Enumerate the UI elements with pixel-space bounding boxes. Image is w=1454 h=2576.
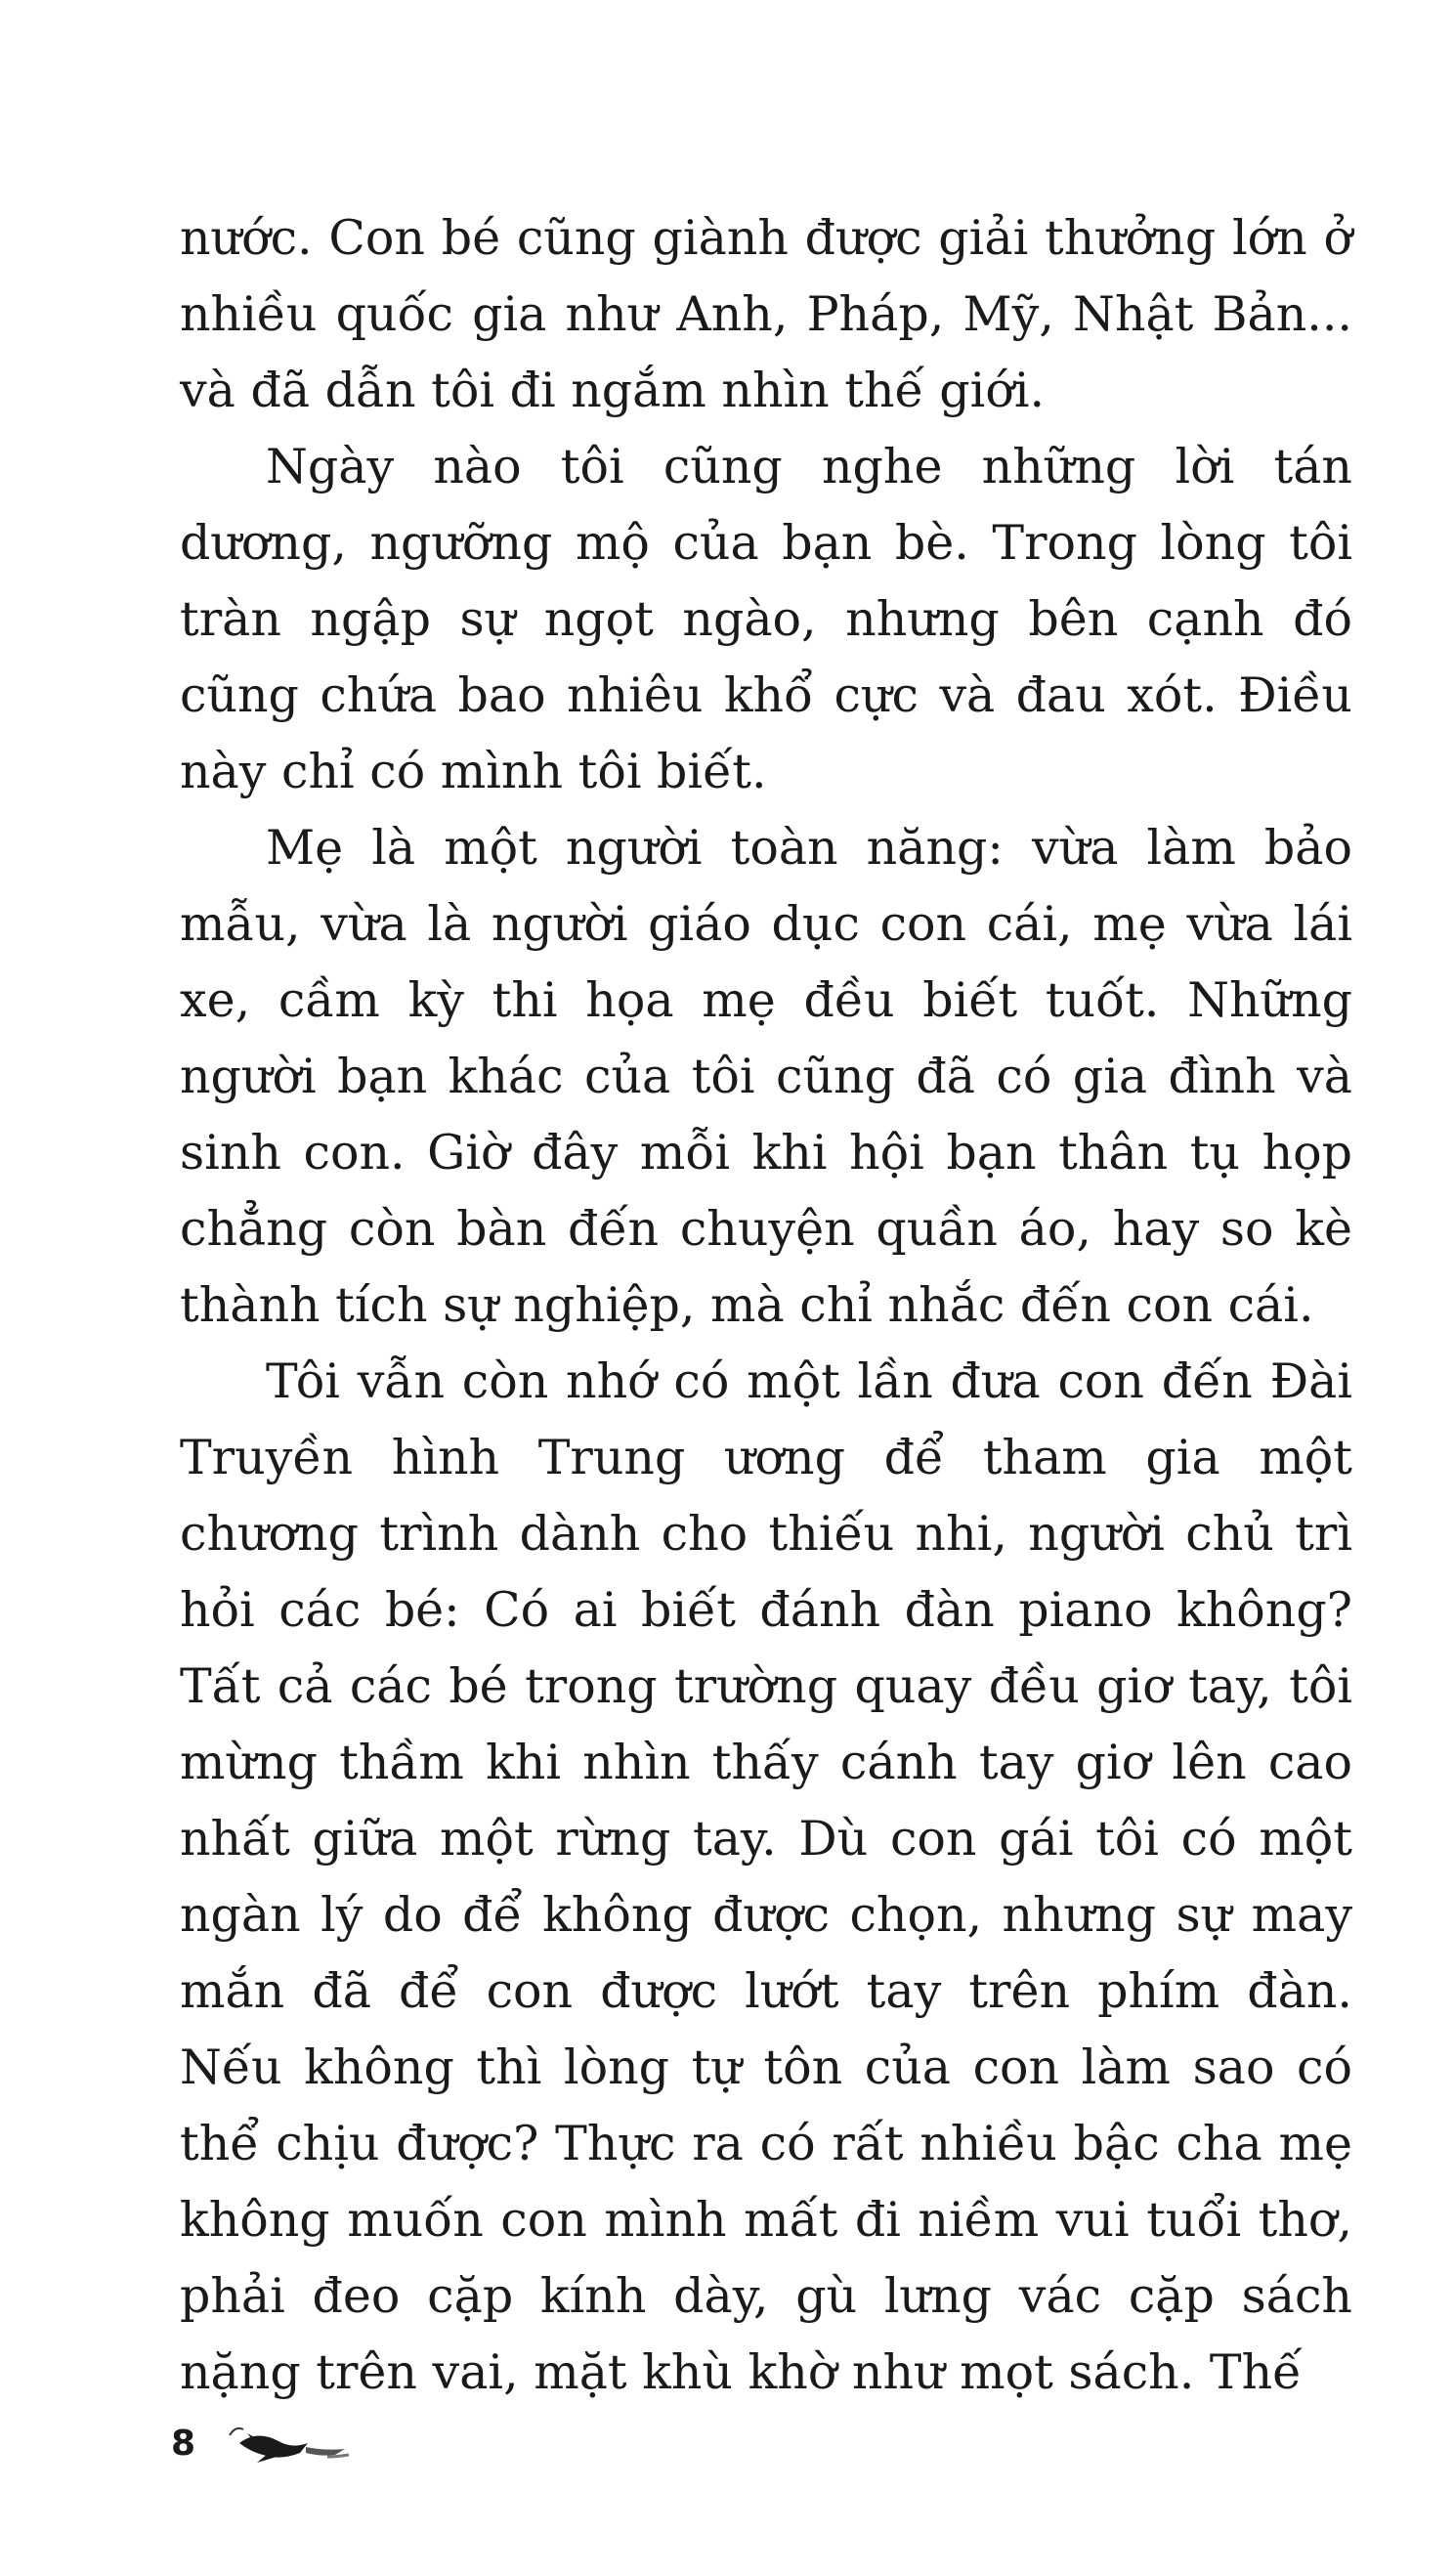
page-footer (171, 2414, 562, 2482)
paragraph: Tôi vẫn còn nhớ có một lần đưa con đến Đài Truyền hình Trung ương để tham gia một chương trình dành cho thiếu nhi, người chủ trì hỏi các bé: Có ai biết đánh đàn piano không? Tất cả các bé trong trường quay đều giơ tay, tôi mừng thầm khi nhìn thấy cánh tay giơ lên cao nhất giữa một rừng tay. Dù con gái tôi có một ngàn lý do để không được chọn, nhưng sự may mắn đã để con được lướt tay trên phím đàn. Nếu không thì lòng tự tôn của con làm sao có thể chịu được? Thực ra có rất nhiều bậc cha mẹ không muốn con mình mất đi niềm vui tuổi thơ, phải đeo cặp kính dày, gù lưng vác cặp sách nặng trên vai, mặt khù khờ như mọt sách. Thế (180, 1353, 1352, 2400)
page-number: 8 (171, 2424, 196, 2464)
body-text (180, 200, 1352, 2411)
paragraph: Mẹ là một người toàn năng: vừa làm bảo mẫu, vừa là người giáo dục con cái, mẹ vừa lái xe, cầm kỳ thi họa mẹ đều biết tuốt. Những người bạn khác của tôi cũng đã có gia đình và sinh con. Giờ đây mỗi khi hội bạn thân tụ họp chẳng còn bàn đến chuyện quần áo, hay so kè thành tích sự nghiệp, mà chỉ nhắc đến con cái. (180, 820, 1352, 1333)
paragraph: Ngày nào tôi cũng nghe những lời tán dương, ngưỡng mộ của bạn bè. Trong lòng tôi tràn ngập sự ngọt ngào, nhưng bên cạnh đó cũng chứa bao nhiêu khổ cực và đau xót. Điều này chỉ có mình tôi biết. (180, 439, 1352, 799)
swallow-ornament-icon (210, 2414, 376, 2472)
paragraph-continuation: nước. Con bé cũng giành được giải thưởng lớn ở nhiều quốc gia như Anh, Pháp, Mỹ, Nhật Bản... và đã dẫn tôi đi ngắm nhìn thế giới. (180, 210, 1352, 418)
